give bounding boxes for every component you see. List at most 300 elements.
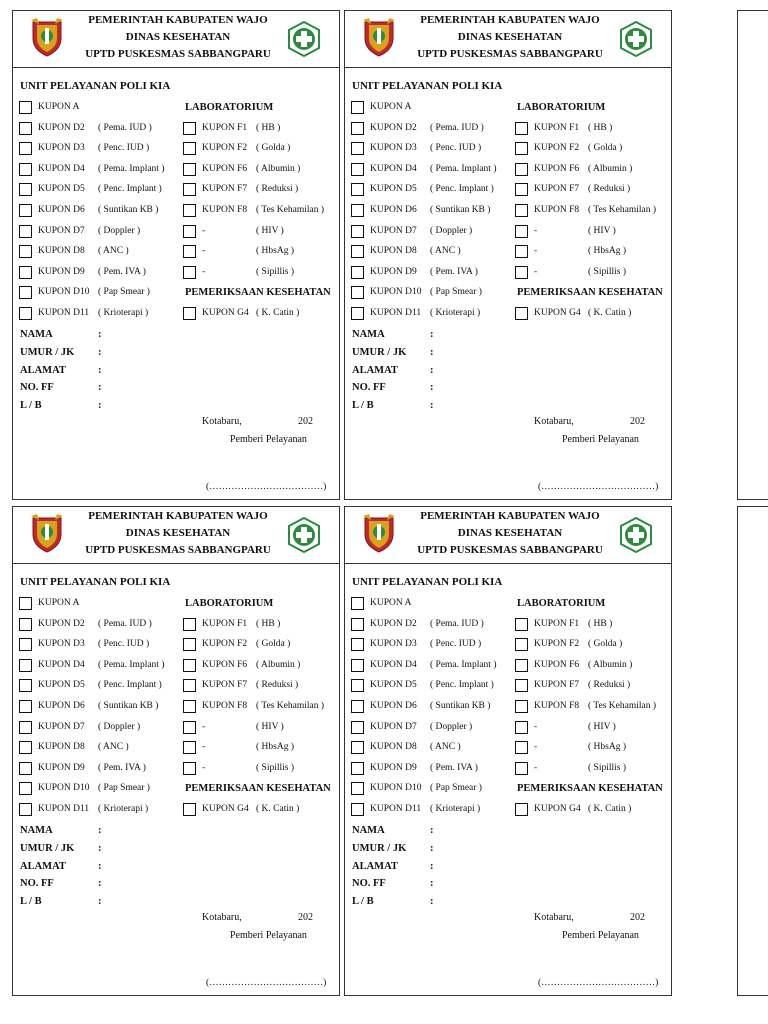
header-line-2: DINAS KESEHATAN [125, 527, 231, 539]
coupon-label: KUPON A [38, 102, 80, 112]
signature-place: Kotabaru, [534, 912, 574, 923]
lab-coupon-checkbox[interactable] [515, 225, 528, 238]
field-colon: : [98, 878, 102, 890]
coupon-label: KUPON D8 [38, 742, 85, 753]
coupon-description: ( Penc. IUD ) [98, 639, 150, 650]
field-label: NO. FF [352, 878, 386, 890]
coupon-label: KUPON D11 [38, 804, 90, 814]
signature-year: 202 [298, 416, 313, 427]
lab-coupon-description: ( Tes Kehamilan ) [588, 701, 657, 711]
lab-coupon-checkbox[interactable] [183, 163, 196, 176]
coupon-description: ( Pema. IUD ) [430, 122, 484, 133]
lab-coupon-description: ( Golda ) [256, 639, 291, 650]
field-label: L / B [352, 896, 374, 908]
coupon-checkbox[interactable] [351, 679, 364, 692]
field-label: NAMA [352, 329, 385, 340]
coupon-card [344, 10, 672, 500]
coupon-checkbox[interactable] [19, 225, 32, 238]
lab-coupon-checkbox[interactable] [515, 638, 528, 651]
lab-coupon-description: ( HbsAg ) [588, 246, 626, 257]
coupon-description: ( Pema. IUD ) [430, 618, 484, 629]
field-value[interactable] [108, 823, 323, 838]
lab-coupon-description: ( HbsAg ) [256, 246, 294, 257]
lab-coupon-label: - [534, 266, 538, 277]
lab-coupon-description: ( Albumin ) [256, 659, 301, 670]
lab-coupon-description: ( HIV ) [588, 225, 616, 236]
lab-coupon-checkbox[interactable] [515, 204, 528, 217]
lab-coupon-description: ( HIV ) [588, 721, 616, 732]
coupon-description: ( Penc. IUD ) [430, 639, 482, 650]
card-header [13, 507, 339, 564]
lab-coupon-checkbox[interactable] [183, 679, 196, 692]
coupon-label: KUPON D10 [38, 783, 90, 794]
lab-coupon-label: KUPON F8 [534, 205, 580, 215]
coupon-description: ( Pap Smear ) [98, 783, 150, 794]
partial-card-edge [737, 506, 768, 996]
coupon-label: KUPON D11 [370, 308, 422, 318]
coupon-label: KUPON A [38, 598, 80, 608]
field-value[interactable] [440, 380, 655, 395]
header-line-1: PEMERINTAH KABUPATEN WAJO [88, 14, 268, 26]
lab-coupon-label: KUPON F6 [534, 659, 580, 670]
lab-coupon-label: KUPON F2 [202, 639, 248, 650]
lab-coupon-description: ( Sipillis ) [256, 266, 295, 277]
coupon-checkbox[interactable] [351, 700, 364, 713]
coupon-checkbox[interactable] [351, 266, 364, 279]
lab-coupon-label: KUPON F8 [534, 701, 580, 711]
coupon-checkbox[interactable] [19, 142, 32, 155]
green-cross-health-icon [619, 517, 653, 553]
coupon-checkbox[interactable] [19, 163, 32, 176]
coupon-description: ( Suntikan KB ) [430, 701, 491, 711]
coupon-checkbox[interactable] [351, 803, 364, 816]
health-exam-title: PEMERIKSAAN KESEHATAN [185, 783, 331, 795]
green-cross-health-icon [619, 21, 653, 57]
coupon-checkbox[interactable] [351, 163, 364, 176]
unit-title: UNIT PELAYANAN POLI KIA [352, 80, 503, 92]
coupon-card [12, 506, 340, 996]
header-line-3: UPTD PUSKESMAS SABBANGPARU [85, 48, 271, 60]
lab-coupon-label: KUPON F2 [202, 143, 248, 154]
coupon-description: ( Krioterapi ) [430, 308, 481, 318]
coupon-description: ( Doppler ) [98, 225, 141, 236]
lab-coupon-label: - [534, 246, 538, 257]
coupon-checkbox[interactable] [351, 618, 364, 631]
coupon-checkbox[interactable] [351, 638, 364, 651]
coupon-description: ( Pem. IVA ) [98, 762, 146, 773]
coupon-description: ( Pem. IVA ) [98, 266, 146, 277]
coupon-description: ( Pema. Implant ) [98, 659, 165, 670]
green-cross-health-icon [287, 21, 321, 57]
coupon-checkbox[interactable] [351, 597, 364, 610]
laboratory-title: LABORATORIUM [517, 598, 606, 609]
field-value[interactable] [108, 894, 323, 909]
exam-coupon-checkbox[interactable] [183, 307, 196, 320]
lab-coupon-checkbox[interactable] [515, 245, 528, 258]
coupon-checkbox[interactable] [19, 679, 32, 692]
coupon-description: ( Pema. IUD ) [98, 618, 152, 629]
coupon-checkbox[interactable] [19, 659, 32, 672]
lab-coupon-checkbox[interactable] [515, 122, 528, 135]
coupon-label: KUPON D2 [38, 618, 85, 629]
field-value[interactable] [108, 398, 323, 413]
lab-coupon-checkbox[interactable] [183, 142, 196, 155]
coupon-description: ( Pem. IVA ) [430, 762, 478, 773]
lab-coupon-description: ( HIV ) [256, 721, 284, 732]
coupon-description: ( Doppler ) [430, 225, 473, 236]
signature-blank: (………………………………) [538, 482, 659, 492]
lab-coupon-label: KUPON F1 [534, 618, 580, 629]
header-line-3: UPTD PUSKESMAS SABBANGPARU [417, 48, 603, 60]
field-colon: : [430, 860, 434, 872]
lab-coupon-checkbox[interactable] [515, 183, 528, 196]
exam-coupon-checkbox[interactable] [515, 307, 528, 320]
coupon-checkbox[interactable] [19, 721, 32, 734]
lab-coupon-checkbox[interactable] [183, 225, 196, 238]
coupon-description: ( Pap Smear ) [430, 783, 482, 794]
exam-coupon-label: KUPON G4 [202, 308, 249, 318]
field-colon: : [430, 896, 434, 908]
field-value[interactable] [108, 345, 323, 360]
lab-coupon-label: KUPON F1 [534, 122, 580, 133]
coupon-label: KUPON D4 [370, 659, 417, 670]
coupon-checkbox[interactable] [19, 122, 32, 135]
coupon-label: KUPON A [370, 102, 412, 112]
lab-coupon-checkbox[interactable] [183, 659, 196, 672]
coupon-label: KUPON D8 [370, 742, 417, 753]
lab-coupon-checkbox[interactable] [515, 163, 528, 176]
lab-coupon-checkbox[interactable] [515, 741, 528, 754]
lab-coupon-description: ( Tes Kehamilan ) [256, 205, 325, 215]
field-value[interactable] [108, 859, 323, 874]
lab-coupon-label: KUPON F6 [202, 163, 248, 174]
coupon-checkbox[interactable] [19, 286, 32, 299]
coupon-label: KUPON D2 [370, 122, 417, 133]
coupon-description: ( Pem. IVA ) [430, 266, 478, 277]
field-value[interactable] [440, 859, 655, 874]
lab-coupon-label: - [534, 742, 538, 753]
coupon-checkbox[interactable] [19, 183, 32, 196]
lab-coupon-description: ( Reduksi ) [256, 680, 299, 691]
wajo-regency-crest-icon [361, 16, 397, 58]
lab-coupon-label: KUPON F7 [202, 184, 248, 195]
coupon-label: KUPON D11 [370, 804, 422, 814]
field-label: L / B [352, 400, 374, 412]
coupon-checkbox[interactable] [19, 307, 32, 320]
coupon-checkbox[interactable] [19, 101, 32, 114]
coupon-label: KUPON D6 [38, 701, 85, 711]
lab-coupon-description: ( Albumin ) [256, 163, 301, 174]
coupon-label: KUPON D6 [370, 205, 417, 215]
coupon-label: KUPON D8 [38, 246, 85, 257]
field-label: UMUR / JK [20, 346, 75, 358]
lab-coupon-label: KUPON F7 [202, 680, 248, 691]
coupon-label: KUPON D5 [370, 184, 417, 195]
field-value[interactable] [440, 345, 655, 360]
exam-coupon-label: KUPON G4 [534, 804, 581, 814]
field-value[interactable] [108, 380, 323, 395]
coupon-checkbox[interactable] [19, 597, 32, 610]
signature-place: Kotabaru, [534, 416, 574, 427]
lab-coupon-description: ( Tes Kehamilan ) [588, 205, 657, 215]
coupon-checkbox[interactable] [351, 245, 364, 258]
field-value[interactable] [108, 327, 323, 342]
field-value[interactable] [440, 894, 655, 909]
signature-blank: (………………………………) [206, 978, 327, 988]
lab-coupon-description: ( Reduksi ) [588, 680, 631, 691]
lab-coupon-label: KUPON F8 [202, 205, 248, 215]
coupon-checkbox[interactable] [19, 204, 32, 217]
lab-coupon-label: KUPON F7 [534, 680, 580, 691]
field-colon: : [98, 825, 102, 836]
signature-year: 202 [630, 416, 645, 427]
field-value[interactable] [440, 398, 655, 413]
coupon-label: KUPON D4 [370, 163, 417, 174]
coupon-label: KUPON D5 [38, 184, 85, 195]
coupon-checkbox[interactable] [19, 803, 32, 816]
coupon-description: ( Penc. IUD ) [98, 143, 150, 154]
wajo-regency-crest-icon [29, 16, 65, 58]
coupon-label: KUPON D7 [38, 721, 85, 732]
coupon-description: ( Penc. Implant ) [430, 184, 494, 195]
laboratory-title: LABORATORIUM [517, 102, 606, 113]
lab-coupon-checkbox[interactable] [183, 183, 196, 196]
field-value[interactable] [108, 841, 323, 856]
lab-coupon-description: ( HbsAg ) [588, 742, 626, 753]
lab-coupon-label: KUPON F1 [202, 618, 248, 629]
coupon-description: ( Doppler ) [98, 721, 141, 732]
coupon-checkbox[interactable] [351, 183, 364, 196]
header-line-2: DINAS KESEHATAN [457, 31, 563, 43]
coupon-label: KUPON D11 [38, 308, 90, 318]
laboratory-title: LABORATORIUM [185, 598, 274, 609]
partial-card-edge [737, 10, 768, 500]
lab-coupon-checkbox[interactable] [183, 204, 196, 217]
coupon-description: ( Krioterapi ) [98, 308, 149, 318]
field-colon: : [98, 346, 102, 358]
coupon-checkbox[interactable] [351, 101, 364, 114]
coupon-description: ( Suntikan KB ) [98, 701, 159, 711]
coupon-label: KUPON D6 [38, 205, 85, 215]
coupon-checkbox[interactable] [351, 782, 364, 795]
field-colon: : [430, 364, 434, 376]
coupon-description: ( Pema. Implant ) [430, 659, 497, 670]
coupon-checkbox[interactable] [351, 721, 364, 734]
health-exam-title: PEMERIKSAAN KESEHATAN [517, 783, 663, 795]
lab-coupon-description: ( Golda ) [256, 143, 291, 154]
lab-coupon-description: ( HB ) [256, 618, 281, 629]
coupon-description: ( Penc. Implant ) [98, 680, 162, 691]
lab-coupon-checkbox[interactable] [515, 618, 528, 631]
coupon-checkbox[interactable] [19, 266, 32, 279]
field-label: NAMA [20, 329, 53, 340]
health-exam-title: PEMERIKSAAN KESEHATAN [185, 287, 331, 299]
lab-coupon-label: - [202, 762, 206, 773]
field-value[interactable] [440, 823, 655, 838]
coupon-label: KUPON D3 [38, 143, 85, 154]
field-colon: : [98, 382, 102, 394]
unit-title: UNIT PELAYANAN POLI KIA [20, 80, 171, 92]
lab-coupon-checkbox[interactable] [183, 266, 196, 279]
exam-coupon-label: KUPON G4 [534, 308, 581, 318]
coupon-checkbox[interactable] [351, 142, 364, 155]
lab-coupon-checkbox[interactable] [515, 700, 528, 713]
field-label: ALAMAT [20, 364, 66, 376]
coupon-checkbox[interactable] [19, 782, 32, 795]
field-label: ALAMAT [20, 860, 66, 872]
coupon-label: KUPON D10 [38, 287, 90, 298]
signature-year: 202 [298, 912, 313, 923]
lab-coupon-checkbox[interactable] [183, 618, 196, 631]
coupon-label: KUPON D4 [38, 163, 85, 174]
lab-coupon-checkbox[interactable] [183, 122, 196, 135]
lab-coupon-checkbox[interactable] [183, 721, 196, 734]
field-value[interactable] [108, 876, 323, 891]
signature-role: Pemberi Pelayanan [562, 434, 639, 445]
field-colon: : [98, 896, 102, 908]
exam-coupon-checkbox[interactable] [515, 803, 528, 816]
coupon-checkbox[interactable] [351, 122, 364, 135]
field-label: NO. FF [20, 878, 54, 890]
coupon-description: ( Suntikan KB ) [98, 205, 159, 215]
coupon-label: KUPON D9 [370, 762, 417, 773]
lab-coupon-description: ( HIV ) [256, 225, 284, 236]
exam-coupon-checkbox[interactable] [183, 803, 196, 816]
lab-coupon-label: - [534, 762, 538, 773]
coupon-description: ( Pema. Implant ) [98, 163, 165, 174]
field-value[interactable] [108, 363, 323, 378]
field-colon: : [430, 825, 434, 836]
lab-coupon-checkbox[interactable] [183, 762, 196, 775]
lab-coupon-label: KUPON F6 [534, 163, 580, 174]
coupon-label: KUPON D3 [370, 639, 417, 650]
signature-place: Kotabaru, [202, 416, 242, 427]
wajo-regency-crest-icon [29, 512, 65, 554]
coupon-label: KUPON D7 [38, 225, 85, 236]
lab-coupon-checkbox[interactable] [515, 142, 528, 155]
coupon-checkbox[interactable] [351, 286, 364, 299]
exam-coupon-description: ( K. Catin ) [256, 308, 300, 318]
exam-coupon-description: ( K. Catin ) [588, 804, 632, 814]
field-value[interactable] [440, 876, 655, 891]
coupon-description: ( Pema. IUD ) [98, 122, 152, 133]
laboratory-title: LABORATORIUM [185, 102, 274, 113]
coupon-description: ( Pema. Implant ) [430, 163, 497, 174]
coupon-label: KUPON D10 [370, 783, 422, 794]
coupon-label: KUPON D10 [370, 287, 422, 298]
signature-year: 202 [630, 912, 645, 923]
lab-coupon-checkbox[interactable] [183, 741, 196, 754]
field-label: NO. FF [20, 382, 54, 394]
field-label: L / B [20, 400, 42, 412]
lab-coupon-description: ( Albumin ) [588, 163, 633, 174]
lab-coupon-description: ( Sipillis ) [588, 266, 627, 277]
field-label: ALAMAT [352, 364, 398, 376]
lab-coupon-label: KUPON F6 [202, 659, 248, 670]
signature-role: Pemberi Pelayanan [230, 434, 307, 445]
lab-coupon-checkbox[interactable] [183, 700, 196, 713]
unit-title: UNIT PELAYANAN POLI KIA [20, 576, 171, 588]
field-colon: : [430, 329, 434, 340]
coupon-label: KUPON D6 [370, 701, 417, 711]
coupon-checkbox[interactable] [351, 741, 364, 754]
field-colon: : [430, 346, 434, 358]
coupon-checkbox[interactable] [351, 659, 364, 672]
signature-role: Pemberi Pelayanan [230, 930, 307, 941]
lab-coupon-description: ( HB ) [256, 122, 281, 133]
coupon-description: ( Suntikan KB ) [430, 205, 491, 215]
signature-role: Pemberi Pelayanan [562, 930, 639, 941]
signature-place: Kotabaru, [202, 912, 242, 923]
lab-coupon-label: KUPON F1 [202, 122, 248, 133]
lab-coupon-checkbox[interactable] [515, 679, 528, 692]
coupon-description: ( Pap Smear ) [98, 287, 150, 298]
coupon-checkbox[interactable] [19, 762, 32, 775]
lab-coupon-checkbox[interactable] [515, 266, 528, 279]
lab-coupon-label: - [202, 225, 206, 236]
exam-coupon-label: KUPON G4 [202, 804, 249, 814]
header-line-3: UPTD PUSKESMAS SABBANGPARU [417, 544, 603, 556]
wajo-regency-crest-icon [361, 512, 397, 554]
coupon-label: KUPON D4 [38, 659, 85, 670]
field-colon: : [430, 382, 434, 394]
coupon-checkbox[interactable] [351, 225, 364, 238]
lab-coupon-checkbox[interactable] [515, 721, 528, 734]
field-label: ALAMAT [352, 860, 398, 872]
coupon-label: KUPON D8 [370, 246, 417, 257]
lab-coupon-label: KUPON F7 [534, 184, 580, 195]
field-colon: : [98, 364, 102, 376]
coupon-checkbox[interactable] [351, 762, 364, 775]
coupon-checkbox[interactable] [351, 204, 364, 217]
coupon-checkbox[interactable] [19, 618, 32, 631]
lab-coupon-label: - [534, 721, 538, 732]
coupon-label: KUPON D7 [370, 721, 417, 732]
field-value[interactable] [440, 363, 655, 378]
header-line-1: PEMERINTAH KABUPATEN WAJO [88, 510, 268, 522]
field-value[interactable] [440, 327, 655, 342]
coupon-checkbox[interactable] [351, 307, 364, 320]
coupon-label: KUPON D5 [38, 680, 85, 691]
signature-blank: (………………………………) [206, 482, 327, 492]
coupon-description: ( ANC ) [98, 246, 129, 257]
coupon-label: KUPON D3 [370, 143, 417, 154]
field-colon: : [430, 842, 434, 854]
coupon-description: ( ANC ) [98, 742, 129, 753]
lab-coupon-checkbox[interactable] [515, 659, 528, 672]
coupon-checkbox[interactable] [19, 700, 32, 713]
coupon-checkbox[interactable] [19, 245, 32, 258]
coupon-description: ( Krioterapi ) [430, 804, 481, 814]
unit-title: UNIT PELAYANAN POLI KIA [352, 576, 503, 588]
lab-coupon-checkbox[interactable] [515, 762, 528, 775]
lab-coupon-checkbox[interactable] [183, 245, 196, 258]
coupon-label: KUPON D2 [370, 618, 417, 629]
coupon-description: ( Doppler ) [430, 721, 473, 732]
coupon-checkbox[interactable] [19, 638, 32, 651]
field-colon: : [98, 400, 102, 412]
field-label: L / B [20, 896, 42, 908]
field-value[interactable] [440, 841, 655, 856]
field-colon: : [98, 329, 102, 340]
lab-coupon-label: KUPON F8 [202, 701, 248, 711]
lab-coupon-checkbox[interactable] [183, 638, 196, 651]
coupon-label: KUPON D9 [370, 266, 417, 277]
field-label: UMUR / JK [352, 346, 407, 358]
lab-coupon-description: ( Golda ) [588, 143, 623, 154]
coupon-checkbox[interactable] [19, 741, 32, 754]
lab-coupon-label: - [534, 225, 538, 236]
